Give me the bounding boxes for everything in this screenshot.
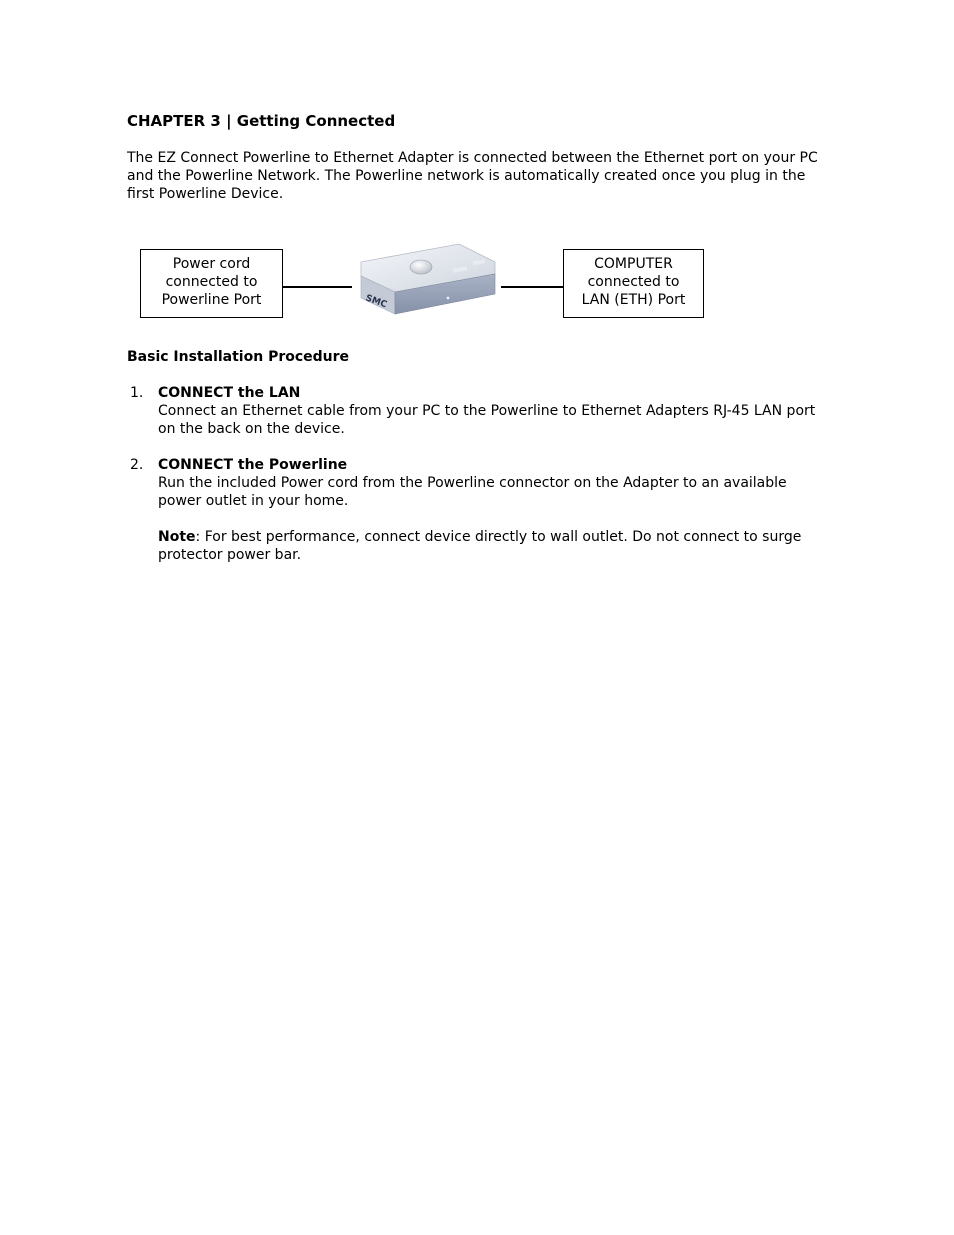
power-cord-box-line-1: Power cord bbox=[172, 256, 251, 272]
power-cord-box bbox=[140, 249, 283, 318]
step-number: 2. bbox=[130, 457, 144, 473]
right-connector-line bbox=[501, 286, 563, 288]
computer-box-line-2: connected to bbox=[587, 274, 680, 290]
chapter-title: CHAPTER 3 | Getting Connected bbox=[127, 112, 396, 130]
step-number: 1. bbox=[130, 385, 144, 401]
computer-box-line-1: COMPUTER bbox=[594, 256, 673, 272]
powerline-adapter-icon bbox=[355, 240, 501, 318]
note-text: : For best performance, connect device directly to wall outlet. Do not connect to surge protector power bar. bbox=[158, 529, 802, 563]
left-connector-line bbox=[283, 286, 352, 288]
step-body bbox=[158, 456, 827, 564]
step-body bbox=[158, 384, 827, 438]
computer-box bbox=[563, 249, 704, 318]
procedure-title: Basic Installation Procedure bbox=[127, 349, 350, 365]
power-cord-box-line-3: Powerline Port bbox=[161, 292, 262, 308]
step-text: Connect an Ethernet cable from your PC to the Powerline to Ethernet Adapters RJ-45 LAN port on the back on the device. bbox=[158, 403, 816, 437]
intro-paragraph: The EZ Connect Powerline to Ethernet Adapter is connected between the Ethernet port on your PC and the Powerline Network. The Powerline network is automatically created once you plug in the first Powerline Device. bbox=[127, 150, 818, 202]
device-brand-label: SMC bbox=[363, 293, 389, 311]
step-text: Run the included Power cord from the Powerline connector on the Adapter to an available power outlet in your home. bbox=[158, 475, 787, 509]
step-title: CONNECT the LAN bbox=[158, 385, 301, 401]
step-title: CONNECT the Powerline bbox=[158, 457, 348, 473]
note-label: Note bbox=[158, 529, 196, 545]
note bbox=[158, 528, 827, 564]
connection-diagram bbox=[127, 240, 827, 320]
computer-box-line-3: LAN (ETH) Port bbox=[581, 292, 686, 308]
power-cord-box-line-2: connected to bbox=[165, 274, 258, 290]
